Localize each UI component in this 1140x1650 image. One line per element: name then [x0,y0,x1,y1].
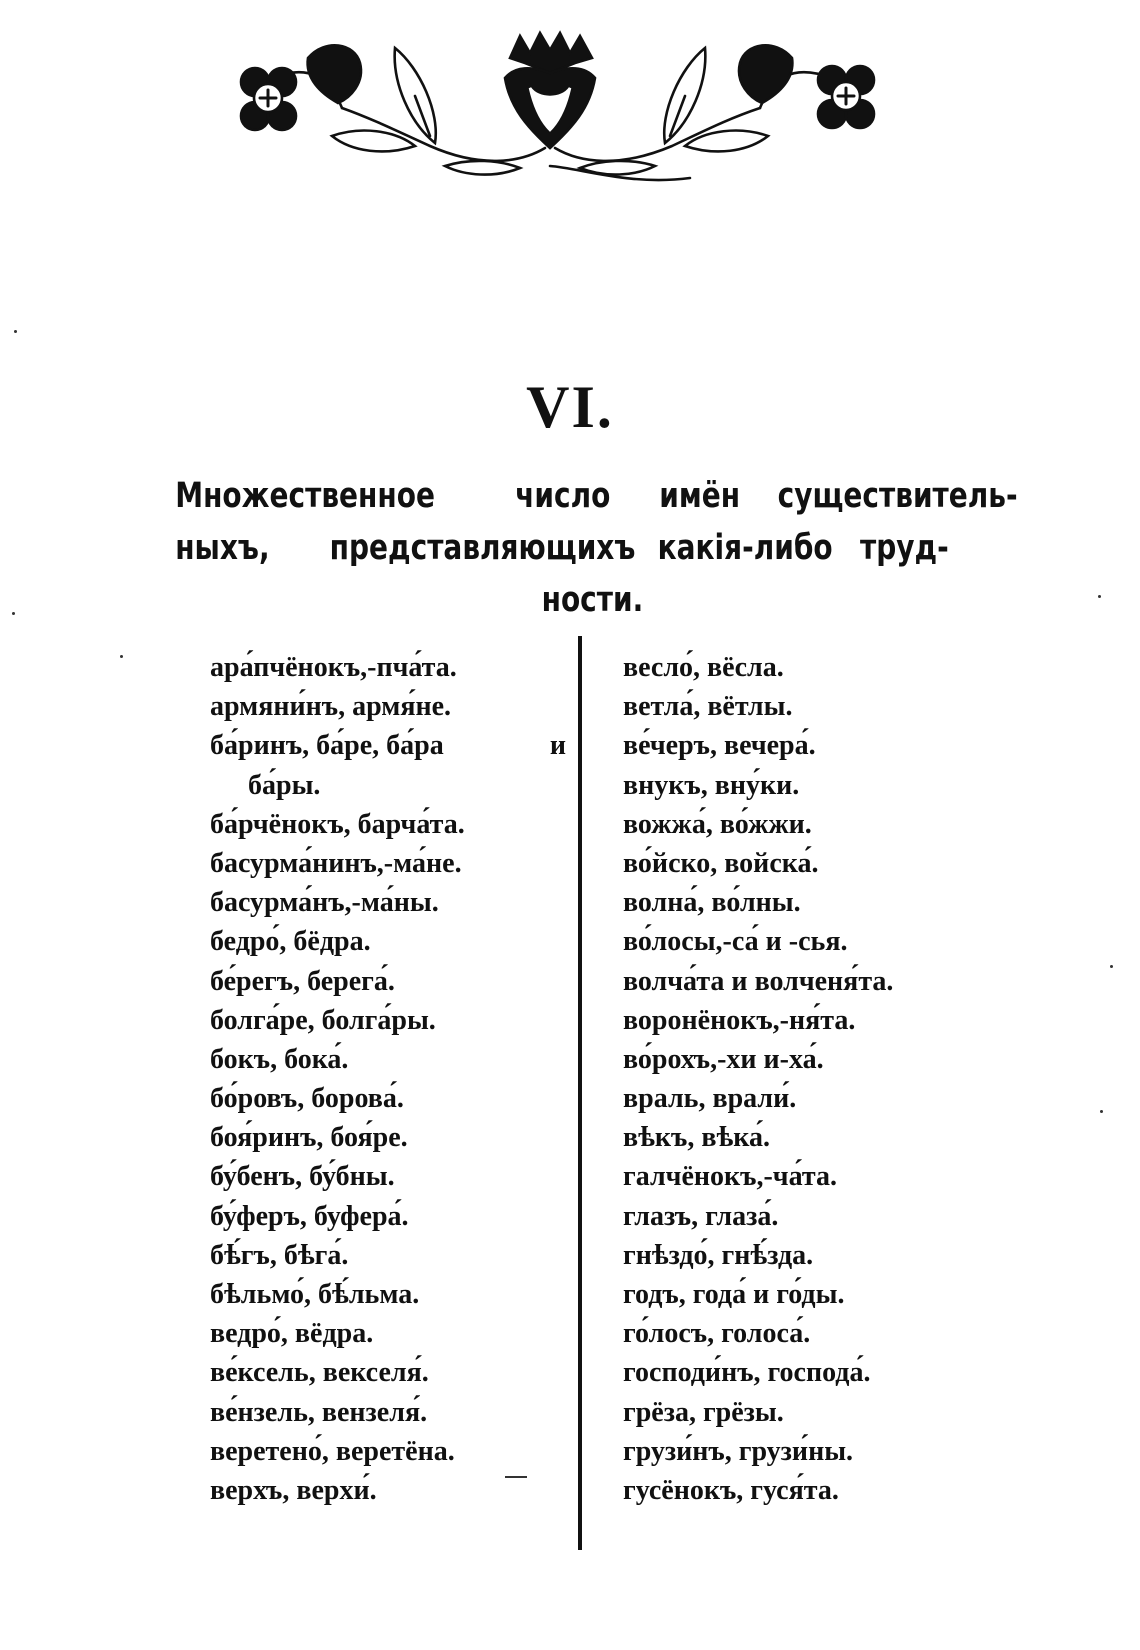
list-item: басурма́нъ,-ма́ны. [210,887,439,919]
print-speck [12,612,15,615]
list-item: болга́ре, болга́ры. [210,1004,436,1036]
list-item: внукъ, вну́ки. [623,769,800,801]
list-item-text: ба́ринъ, ба́ре, ба́ра [210,730,444,762]
list-item: вожжа́, во́жжи. [623,808,812,840]
list-item: ведро́, вёдра. [210,1318,374,1350]
list-item: бу́бенъ, бу́бны. [210,1161,395,1193]
list-item: враль, врали́. [623,1083,797,1115]
list-item: воронёнокъ,-ня́та. [623,1004,856,1036]
heading-word: имён [659,476,741,516]
list-item: галчёнокъ,-ча́та. [623,1161,837,1193]
print-speck [1098,595,1101,598]
floral-ornament-icon [220,18,940,198]
list-item: гнѣздо́, гнѣ́зда. [623,1239,814,1271]
list-item: волна́, во́лны. [623,887,801,919]
print-speck [1100,1110,1103,1113]
list-item: бу́феръ, буфера́. [210,1200,409,1232]
list-item: господи́нъ, господа́. [623,1357,871,1389]
list-item: вѣкъ, вѣка́. [623,1122,771,1154]
heading-word: труд- [860,528,949,568]
heading-word: число [515,476,611,516]
list-item: верхъ, верхи́. [210,1474,377,1506]
list-item: бе́регъ, берега́. [210,965,395,997]
list-item: ба́ры. [248,769,321,801]
heading-word: существитель- [777,476,1018,516]
list-item: бѣльмо́, бѣ́льма. [210,1279,420,1310]
print-speck [1110,965,1113,968]
print-speck [14,330,17,333]
column-divider [578,636,582,1550]
list-item: го́лосъ, голоса́. [623,1318,811,1350]
chapter-number: VI. [526,374,614,440]
list-item [210,726,566,765]
list-item: веретено́, веретёна. [210,1435,455,1467]
list-item: ба́рчёнокъ, барча́та. [210,808,465,840]
list-item: армяни́нъ, армя́не. [210,691,452,723]
list-item: бо́ровъ, борова́. [210,1083,404,1115]
list-item: ве́черъ, вечера́. [623,730,816,762]
list-item: ара́пчёнокъ,-пча́та. [210,652,457,683]
heading-word: ныхъ, [175,528,270,568]
heading-word: ности. [541,580,644,620]
heading-word: представляющихъ [329,528,636,568]
list-item: бедро́, бёдра. [210,926,371,958]
list-item: весло́, вёсла. [623,652,784,683]
list-item: во́лосы,-са́ и -сья. [623,926,848,958]
list-item: во́йско, войска́. [623,847,819,879]
word-list-right [623,648,1023,1510]
list-item: боя́ринъ, боя́ре. [210,1122,408,1154]
list-item: бѣ́гъ, бѣга́. [210,1239,349,1271]
list-item: ветла́, вётлы. [623,691,793,723]
list-item: во́рохъ,-хи и-ха́. [623,1043,824,1075]
list-item: басурма́нинъ,-ма́не. [210,847,462,879]
list-item: грёза, грёзы. [623,1396,784,1428]
list-item: грузи́нъ, грузи́ны. [623,1435,854,1467]
list-item: глазъ, глаза́. [623,1200,779,1232]
stray-dash [505,1476,527,1478]
word-list-left [210,648,570,1510]
list-item: волча́та и волченя́та. [623,965,894,997]
list-item: годъ, года́ и го́ды. [623,1279,845,1310]
list-item: гусёнокъ, гуся́та. [623,1474,839,1506]
list-item: ве́ксель, векселя́. [210,1357,429,1389]
print-speck [120,655,123,658]
heading-word: Множественное [175,476,435,516]
list-item: ве́нзель, вензеля́. [210,1396,428,1428]
heading-word: какія-либо [657,528,833,568]
list-item: бокъ, бока́. [210,1043,349,1075]
list-item-text-end: и [549,730,566,762]
